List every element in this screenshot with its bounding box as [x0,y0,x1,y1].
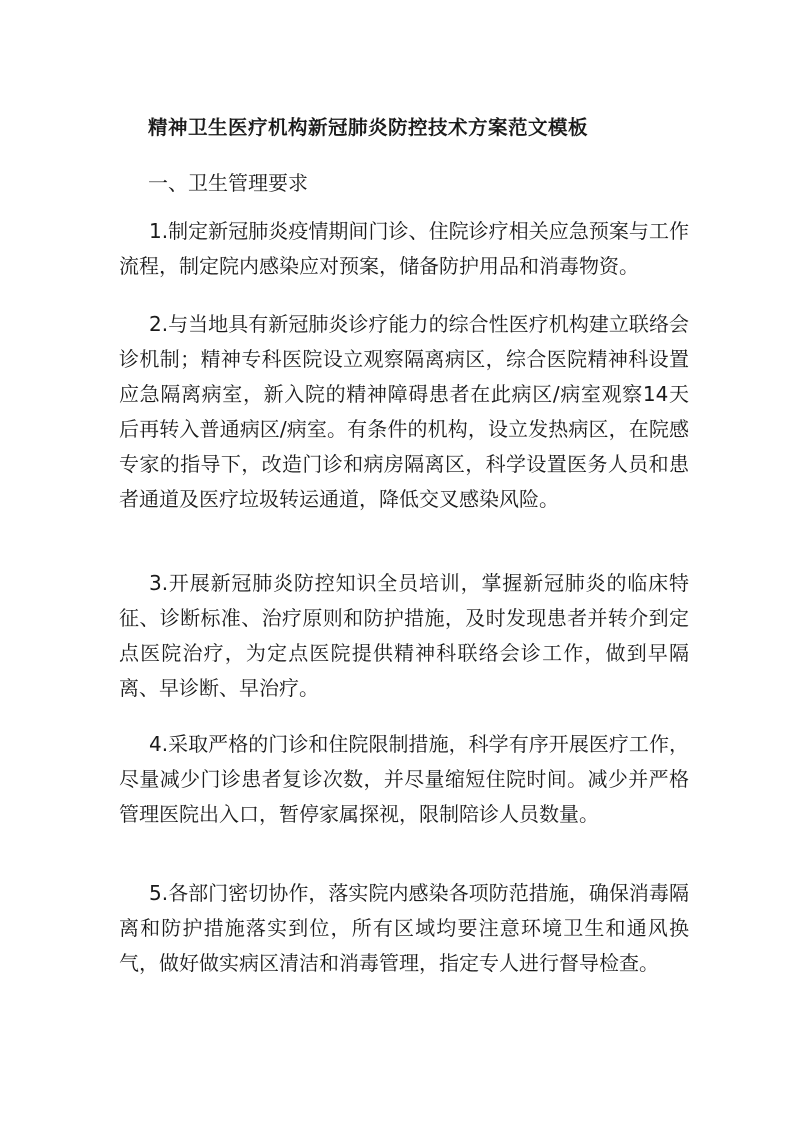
paragraph-2: 2.与当地具有新冠肺炎诊疗能力的综合性医疗机构建立联络会诊机制；精神专科医院设立观察隔离病区，综合医院精神科设置应急隔离病室，新入院的精神障碍患者在此病区/病室观察14天后再转入普通病区/病室。有条件的机构，设立发热病区，在院感专家的指导下，改造门诊和病房隔离区，科学设置医务人员和患者通道及医疗垃圾转运通道，降低交叉感染风险。 [119,312,689,511]
document-title: 精神卫生医疗机构新冠肺炎防控技术方案范文模板 [148,116,589,139]
paragraph-3: 3.开展新冠肺炎防控知识全员培训，掌握新冠肺炎的临床特征、诊断标准、治疗原则和防护措施，及时发现患者并转介到定点医院治疗，为定点医院提供精神科联络会诊工作，做到早隔离、早诊断、早治疗。 [119,571,689,700]
section-heading: 一、卫生管理要求 [148,171,308,195]
paragraph-1: 1.制定新冠肺炎疫情期间门诊、住院诊疗相关应急预案与工作流程，制定院内感染应对预案，储备防护用品和消毒物资。 [119,219,689,278]
paragraph-5: 5.各部门密切协作，落实院内感染各项防范措施，确保消毒隔离和防护措施落实到位，所有区域均要注意环境卫生和通风换气，做好做实病区清洁和消毒管理，指定专人进行督导检查。 [119,881,689,975]
paragraph-4: 4.采取严格的门诊和住院限制措施，科学有序开展医疗工作，尽量减少门诊患者复诊次数，并尽量缩短住院时间。减少并严格管理医院出入口，暂停家属探视，限制陪诊人员数量。 [119,732,689,826]
